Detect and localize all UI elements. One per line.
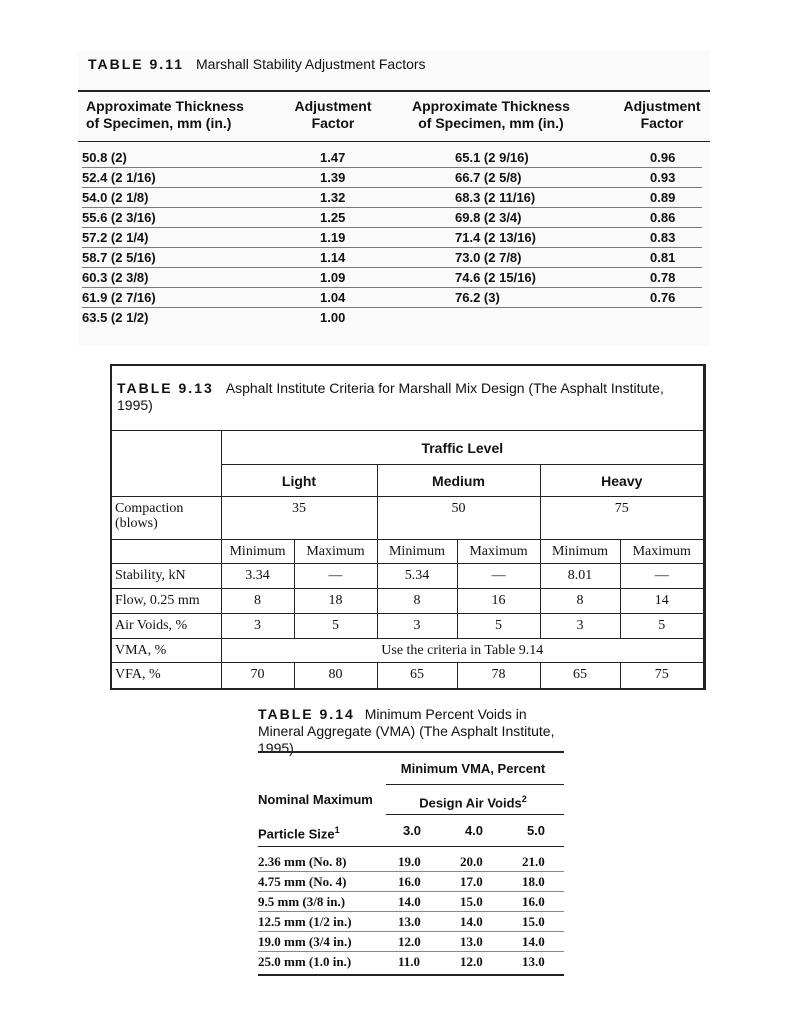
factor-cell: 0.86 <box>650 210 676 225</box>
table-9-11 <box>78 50 710 346</box>
value-cell: 5.34 <box>377 564 457 589</box>
size-cell: 12.5 mm (1/2 in.) <box>258 914 352 929</box>
compaction-light: 35 <box>221 497 377 540</box>
table-title: Asphalt Institute Criteria for Marshall Mix Design (The Asphalt Institute, 1995) <box>117 380 664 413</box>
header-factor-right <box>614 98 710 132</box>
header-line: of Specimen, mm (in.) <box>418 115 564 131</box>
header-line: Approximate Thickness <box>412 98 570 114</box>
header-subrule <box>386 814 564 815</box>
factor-cell: 0.83 <box>650 230 676 245</box>
header-rule <box>258 846 564 847</box>
header-line: of Specimen, mm (in.) <box>86 115 232 131</box>
thickness-cell: 73.0 (2 7/8) <box>455 250 522 265</box>
factor-cell: 1.32 <box>320 190 346 205</box>
blank-cell <box>112 540 221 564</box>
table-row <box>258 932 564 952</box>
thickness-cell: 50.8 (2) <box>82 150 127 165</box>
row-label: Stability, kN <box>112 564 221 589</box>
thickness-cell: 58.7 (2 5/16) <box>82 250 156 265</box>
header-text: Design Air Voids <box>419 795 522 811</box>
value-cell: 21.0 <box>522 854 545 869</box>
table-row <box>258 872 564 892</box>
table-row <box>258 912 564 932</box>
min-header: Minimum <box>377 540 457 564</box>
factor-cell: 1.19 <box>320 230 346 245</box>
thickness-cell: 54.0 (2 1/8) <box>82 190 149 205</box>
table-row <box>112 639 703 663</box>
value-cell: — <box>294 564 377 589</box>
compaction-label: Compaction (blows) <box>112 497 221 540</box>
factor-cell: 0.93 <box>650 170 676 185</box>
factor-cell: 1.00 <box>320 310 346 325</box>
row-label: Air Voids, % <box>112 614 221 639</box>
blank-cell <box>112 431 221 497</box>
value-cell: 19.0 <box>398 854 421 869</box>
header-line: Factor <box>640 115 684 131</box>
table-row <box>112 431 703 465</box>
header-particle <box>258 822 340 842</box>
voids-4: 4.0 <box>464 823 484 838</box>
value-cell: 12.0 <box>460 954 483 969</box>
level-light: Light <box>221 465 377 497</box>
table-number: TABLE 9.11 <box>88 56 184 72</box>
header-rule <box>78 141 710 142</box>
table-9-14 <box>258 700 564 980</box>
factor-cell: 0.96 <box>650 150 676 165</box>
value-cell: 5 <box>457 614 540 639</box>
thickness-cell: 74.6 (2 15/16) <box>455 270 536 285</box>
value-cell: 3 <box>221 614 294 639</box>
value-cell: 65 <box>540 663 620 688</box>
header-design-air-voids <box>382 791 564 811</box>
value-cell: 16.0 <box>522 894 545 909</box>
thickness-cell: 60.3 (2 3/8) <box>82 270 149 285</box>
factor-cell: 0.81 <box>650 250 676 265</box>
table-row <box>258 952 564 971</box>
header-nominal: Nominal Maximum <box>258 792 373 807</box>
table-number: TABLE 9.13 <box>117 380 214 396</box>
value-cell: 16 <box>457 589 540 614</box>
header-thickness-right <box>412 98 570 132</box>
thickness-cell: 52.4 (2 1/16) <box>82 170 156 185</box>
table-9-14-caption <box>258 706 558 757</box>
value-cell: 14.0 <box>522 934 545 949</box>
thickness-cell: 63.5 (2 1/2) <box>82 310 149 325</box>
table-9-13 <box>110 364 706 690</box>
compaction-medium: 50 <box>377 497 540 540</box>
size-cell: 25.0 mm (1.0 in.) <box>258 954 352 969</box>
size-cell: 9.5 mm (3/8 in.) <box>258 894 346 909</box>
table-row <box>112 564 703 589</box>
value-cell: 16.0 <box>398 874 421 889</box>
thickness-cell: 76.2 (3) <box>455 290 500 305</box>
factor-cell: 1.25 <box>320 210 346 225</box>
level-heavy: Heavy <box>540 465 703 497</box>
factor-cell: 0.89 <box>650 190 676 205</box>
traffic-level-header: Traffic Level <box>221 431 703 465</box>
thickness-cell: 68.3 (2 11/16) <box>455 190 536 205</box>
max-header: Maximum <box>294 540 377 564</box>
value-cell: 14 <box>620 589 703 614</box>
value-cell: 8 <box>377 589 457 614</box>
bottom-rule <box>258 974 564 976</box>
table-row <box>112 663 703 688</box>
table-row <box>82 308 702 328</box>
header-subrule <box>386 784 564 785</box>
value-cell: 5 <box>294 614 377 639</box>
value-cell: 65 <box>377 663 457 688</box>
table-title: Marshall Stability Adjustment Factors <box>196 56 426 72</box>
table-title: Minimum Percent Voids in Mineral Aggregate (VMA) (The Asphalt Institute, 1995) <box>258 706 555 756</box>
size-cell: 2.36 mm (No. 8) <box>258 854 347 869</box>
row-label: VMA, % <box>112 639 221 663</box>
max-header: Maximum <box>457 540 540 564</box>
value-cell: 80 <box>294 663 377 688</box>
factor-cell: 1.47 <box>320 150 346 165</box>
header-thickness-left <box>86 98 244 132</box>
value-cell: 13.0 <box>398 914 421 929</box>
table-row <box>82 148 702 168</box>
header-text: Particle Size <box>258 826 335 842</box>
value-cell: 12.0 <box>398 934 421 949</box>
value-cell: 78 <box>457 663 540 688</box>
table-9-13-caption <box>112 366 702 416</box>
top-rule <box>78 90 710 92</box>
table-row <box>82 208 702 228</box>
value-cell: 70 <box>221 663 294 688</box>
value-cell: 15.0 <box>460 894 483 909</box>
table-row <box>112 614 703 639</box>
value-cell: 18.0 <box>522 874 545 889</box>
factor-cell: 1.04 <box>320 290 346 305</box>
level-medium: Medium <box>377 465 540 497</box>
header-line: Factor <box>311 115 355 131</box>
value-cell: 14.0 <box>460 914 483 929</box>
value-cell: 20.0 <box>460 854 483 869</box>
value-cell: 8 <box>540 589 620 614</box>
row-label: Flow, 0.25 mm <box>112 589 221 614</box>
value-cell: — <box>620 564 703 589</box>
vma-criteria: Use the criteria in Table 9.14 <box>221 639 703 663</box>
value-cell: 8 <box>221 589 294 614</box>
table-row <box>112 589 703 614</box>
value-cell: — <box>457 564 540 589</box>
factor-cell: 1.09 <box>320 270 346 285</box>
thickness-cell: 65.1 (2 9/16) <box>455 150 529 165</box>
table-row <box>82 288 702 308</box>
factor-cell: 1.39 <box>320 170 346 185</box>
thickness-cell: 69.8 (2 3/4) <box>455 210 522 225</box>
size-cell: 19.0 mm (3/4 in.) <box>258 934 352 949</box>
value-cell: 3 <box>540 614 620 639</box>
thickness-cell: 57.2 (2 1/4) <box>82 230 149 245</box>
thickness-cell: 55.6 (2 3/16) <box>82 210 156 225</box>
value-cell: 14.0 <box>398 894 421 909</box>
value-cell: 3.34 <box>221 564 294 589</box>
factor-cell: 0.78 <box>650 270 676 285</box>
thickness-cell: 66.7 (2 5/8) <box>455 170 522 185</box>
value-cell: 3 <box>377 614 457 639</box>
top-rule <box>258 751 564 753</box>
value-cell: 17.0 <box>460 874 483 889</box>
header-line: Adjustment <box>294 98 372 114</box>
value-cell: 18 <box>294 589 377 614</box>
table-row <box>258 892 564 912</box>
row-label: VFA, % <box>112 663 221 688</box>
compaction-heavy: 75 <box>540 497 703 540</box>
header-min-vma: Minimum VMA, Percent <box>400 761 546 776</box>
min-header: Minimum <box>540 540 620 564</box>
table-row <box>258 852 564 872</box>
table-row <box>82 228 702 248</box>
size-cell: 4.75 mm (No. 4) <box>258 874 347 889</box>
value-cell: 13.0 <box>460 934 483 949</box>
footnote-mark: 2 <box>521 794 527 804</box>
max-header: Maximum <box>620 540 703 564</box>
table-row <box>82 168 702 188</box>
table-row <box>82 188 702 208</box>
table-row <box>112 497 703 540</box>
factor-cell: 0.76 <box>650 290 676 305</box>
thickness-cell: 71.4 (2 13/16) <box>455 230 536 245</box>
table-row <box>82 248 702 268</box>
value-cell: 11.0 <box>398 954 421 969</box>
footnote-mark: 1 <box>334 825 340 835</box>
table-row <box>82 268 702 288</box>
factor-cell: 1.14 <box>320 250 346 265</box>
value-cell: 5 <box>620 614 703 639</box>
voids-5: 5.0 <box>526 823 546 838</box>
value-cell: 8.01 <box>540 564 620 589</box>
value-cell: 75 <box>620 663 703 688</box>
thickness-cell: 61.9 (2 7/16) <box>82 290 156 305</box>
header-line: Approximate Thickness <box>86 98 244 114</box>
header-factor-left <box>286 98 380 132</box>
min-header: Minimum <box>221 540 294 564</box>
value-cell: 15.0 <box>522 914 545 929</box>
criteria-grid <box>112 430 703 688</box>
table-9-11-caption <box>88 56 426 72</box>
value-cell: 13.0 <box>522 954 545 969</box>
table-number: TABLE 9.14 <box>258 706 355 722</box>
voids-3: 3.0 <box>402 823 422 838</box>
header-line: Adjustment <box>623 98 701 114</box>
table-row <box>112 540 703 564</box>
